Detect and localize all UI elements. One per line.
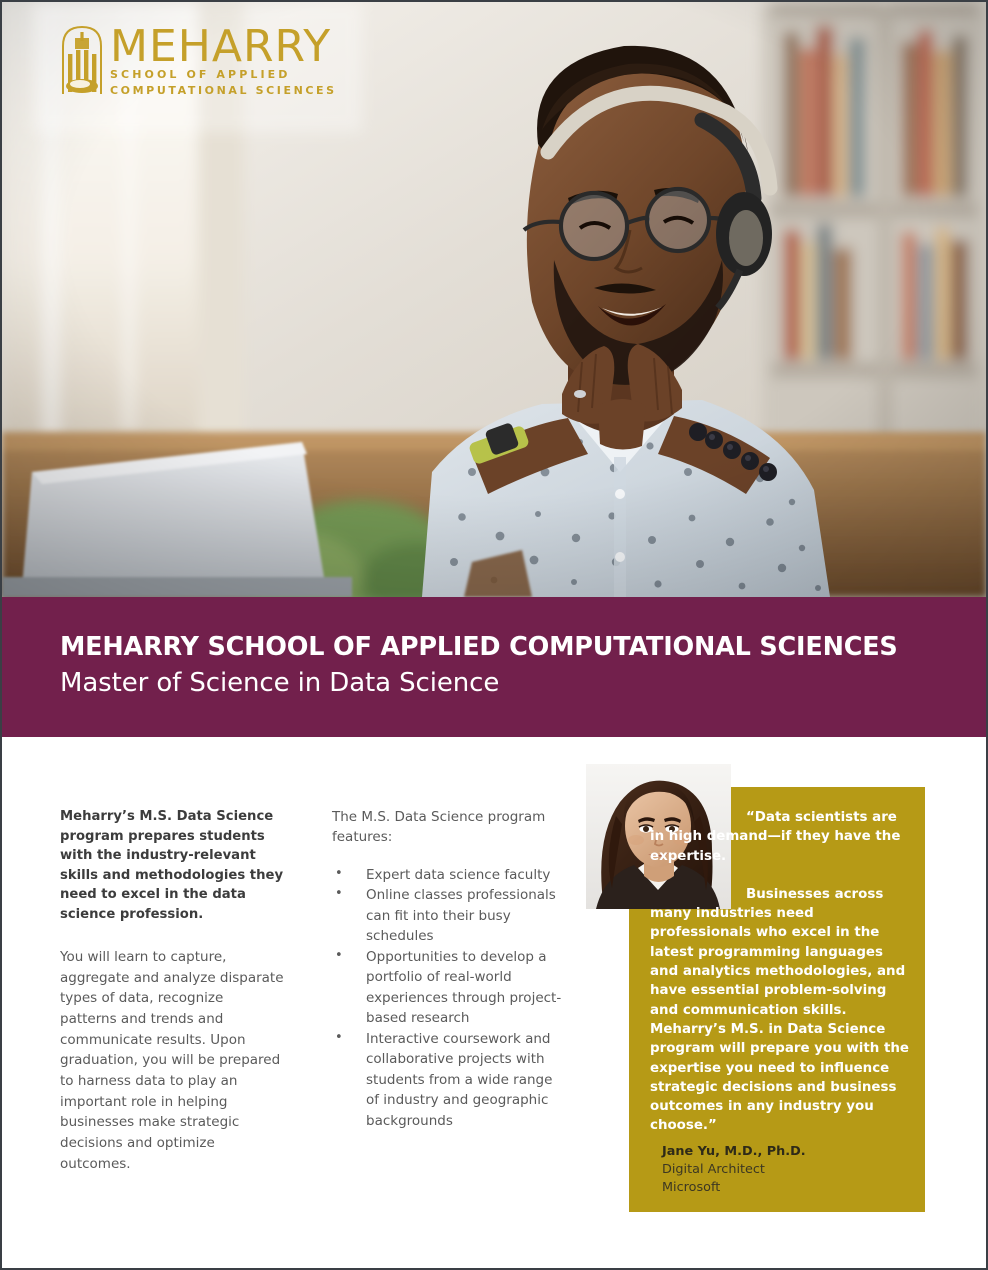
logo-subtitle-line-1: SCHOOL OF APPLIED xyxy=(110,68,291,82)
attribution-role: Digital Architect xyxy=(662,1162,765,1178)
banner-title: MEHARRY SCHOOL OF APPLIED COMPUTATIONAL SCIENCES xyxy=(60,632,898,662)
column-one xyxy=(60,807,284,1174)
attribution-company: Microsoft xyxy=(662,1180,721,1196)
logo-subtitle-line-2: COMPUTATIONAL SCIENCES xyxy=(110,83,337,97)
quote-paragraph-two: Businesses across many industries need professionals who excel in the latest programming languages and analytics methodologies, and have essential problem-solving and communication skills. Meharry’s M.S. in Data Science program will prepare you with the expertise you need to influence strategic decisions and business outcomes in any industry you choose.” xyxy=(650,886,909,1134)
hero-section xyxy=(2,2,986,597)
list-item: • Expert data science faculty xyxy=(332,865,564,886)
title-banner xyxy=(2,597,986,737)
banner-subtitle: Master of Science in Data Science xyxy=(60,667,500,698)
features-list xyxy=(332,865,564,1132)
testimonial-attribution xyxy=(662,1142,806,1198)
testimonial-quote xyxy=(650,808,912,1136)
list-item: • Opportunities to develop a portfolio of real-world experiences through project-based research xyxy=(332,947,564,1029)
list-item: • Online classes professionals can fit into their busy schedules xyxy=(332,885,564,947)
features-intro: The M.S. Data Science program features: xyxy=(332,809,546,846)
body-paragraph: You will learn to capture, aggregate and analyze disparate types of data, recognize patterns and trends and communicate results. Upon graduation, you will be prepared to harness data to play an important role in helping businesses make strategic decisions and optimize outcomes. xyxy=(60,949,284,1172)
list-item: • Interactive coursework and collaborative projects with students from a wide range of industry and geographic backgrounds xyxy=(332,1029,564,1132)
quote-paragraph-one: “Data scientists are in high demand—if they have the expertise. xyxy=(650,810,901,864)
meharry-arch-gateway-icon xyxy=(60,24,104,98)
meharry-logo[interactable] xyxy=(60,21,337,98)
logo-wordmark: MEHARRY xyxy=(110,21,332,72)
column-two xyxy=(332,807,564,1131)
attribution-name: Jane Yu, M.D., Ph.D. xyxy=(662,1144,806,1159)
lead-paragraph: Meharry’s M.S. Data Science program prepares students with the industry-relevant skills and methodologies they need to excel in the data science profession. xyxy=(60,809,284,922)
